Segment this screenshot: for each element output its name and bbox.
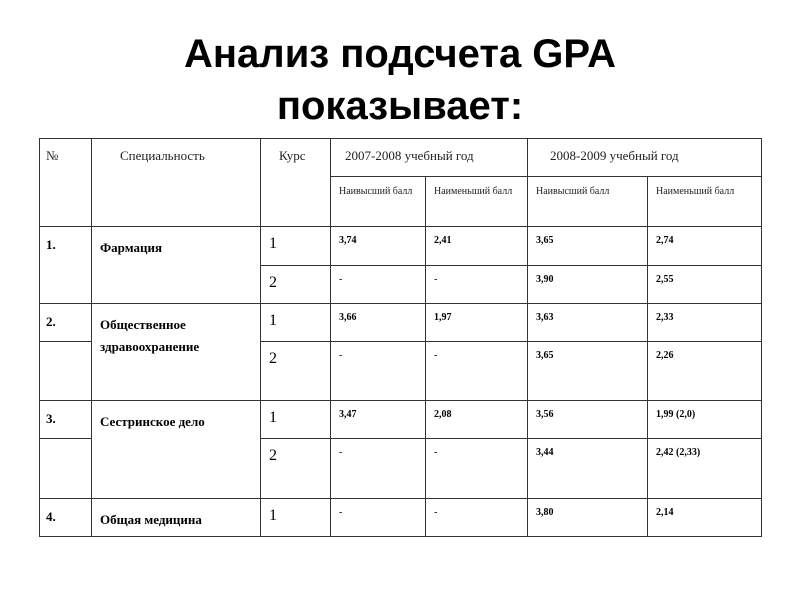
cell-y1-min: - bbox=[426, 439, 528, 499]
cell-y1-max: - bbox=[331, 342, 426, 401]
row-specialty: Общественное здравоохранение bbox=[92, 304, 261, 401]
row-specialty: Фармация bbox=[92, 227, 261, 304]
subheader-y1-min: Наименьший балл bbox=[426, 177, 528, 227]
cell-y1-max: 3,74 bbox=[331, 227, 426, 266]
cell-y1-max: - bbox=[331, 439, 426, 499]
cell-y2-max: 3,90 bbox=[528, 266, 648, 304]
row-course: 1 bbox=[261, 499, 331, 537]
cell-y2-min: 2,55 bbox=[648, 266, 762, 304]
cell-y2-min: 2,74 bbox=[648, 227, 762, 266]
cell-y1-max: 3,47 bbox=[331, 401, 426, 439]
cell-y2-min: 2,42 (2,33) bbox=[648, 439, 762, 499]
subheader-y1-max: Наивысший балл bbox=[331, 177, 426, 227]
header-row bbox=[40, 139, 762, 177]
table-row bbox=[40, 304, 762, 342]
cell-y2-min: 1,99 (2,0) bbox=[648, 401, 762, 439]
header-year-2007-2008: 2007-2008 учебный год bbox=[331, 139, 528, 177]
cell-y1-max: 3,66 bbox=[331, 304, 426, 342]
header-course: Курс bbox=[261, 139, 331, 227]
cell-y2-min: 2,33 bbox=[648, 304, 762, 342]
cell-y2-min: 2,26 bbox=[648, 342, 762, 401]
row-course: 2 bbox=[261, 342, 331, 401]
row-course: 1 bbox=[261, 304, 331, 342]
row-number: 3. bbox=[40, 401, 92, 439]
cell-y1-min: - bbox=[426, 499, 528, 537]
cell-y2-max: 3,63 bbox=[528, 304, 648, 342]
table-row bbox=[40, 227, 762, 266]
header-year-2008-2009: 2008-2009 учебный год bbox=[528, 139, 762, 177]
cell-y2-min: 2,14 bbox=[648, 499, 762, 537]
header-num: № bbox=[40, 139, 92, 227]
cell-y2-max: 3,44 bbox=[528, 439, 648, 499]
cell-y1-min: 2,08 bbox=[426, 401, 528, 439]
row-specialty: Общая медицина bbox=[92, 499, 261, 537]
page-title-line2: показывает: bbox=[276, 84, 524, 128]
empty-cell bbox=[40, 439, 92, 499]
cell-y2-max: 3,56 bbox=[528, 401, 648, 439]
header-specialty: Специальность bbox=[92, 139, 261, 227]
cell-y1-min: 1,97 bbox=[426, 304, 528, 342]
cell-y1-min: - bbox=[426, 342, 528, 401]
cell-y1-max: - bbox=[331, 499, 426, 537]
subheader-y2-min: Наименьший балл bbox=[648, 177, 762, 227]
cell-y2-max: 3,65 bbox=[528, 227, 648, 266]
page-title-line1: Анализ подсчета GPA bbox=[183, 32, 617, 76]
row-number: 1. bbox=[40, 227, 92, 304]
cell-y1-max: - bbox=[331, 266, 426, 304]
subheader-y2-max: Наивысший балл bbox=[528, 177, 648, 227]
cell-y1-min: - bbox=[426, 266, 528, 304]
row-course: 2 bbox=[261, 266, 331, 304]
cell-y2-max: 3,80 bbox=[528, 499, 648, 537]
empty-cell bbox=[40, 342, 92, 401]
table-row bbox=[40, 499, 762, 537]
row-number: 2. bbox=[40, 304, 92, 342]
row-number: 4. bbox=[40, 499, 92, 537]
cell-y1-min: 2,41 bbox=[426, 227, 528, 266]
row-course: 1 bbox=[261, 401, 331, 439]
cell-y2-max: 3,65 bbox=[528, 342, 648, 401]
row-specialty: Сестринское дело bbox=[92, 401, 261, 499]
gpa-table bbox=[39, 138, 762, 537]
table-row bbox=[40, 401, 762, 439]
row-course: 2 bbox=[261, 439, 331, 499]
row-course: 1 bbox=[261, 227, 331, 266]
